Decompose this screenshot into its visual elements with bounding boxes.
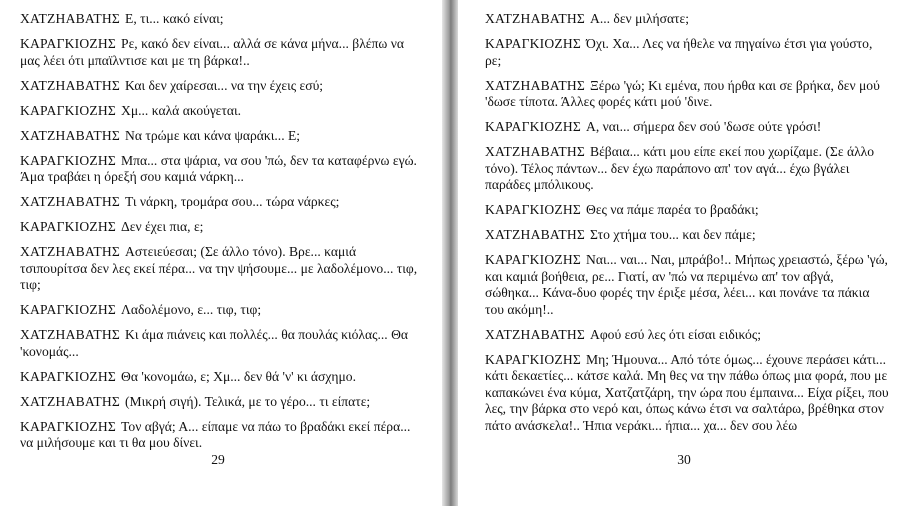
- speaker-name: ΧΑΤΖΗΑΒΑΤΗΣ: [485, 77, 586, 93]
- speaker-name: ΧΑΤΖΗΑΒΑΤΗΣ: [485, 227, 586, 242]
- speaker-name: ΚΑΡΑΓΚΙΟΖΗΣ: [485, 119, 582, 134]
- dialogue-text: Τον αβγά; Α... είπαμε να πάω το βραδάκι εκεί πέρα... να μιλήσουμε και τι θα μου δίνει.: [20, 418, 411, 450]
- left-page-number: 29: [211, 452, 225, 467]
- dialogue-text: Ε, τι... κακό είναι;: [125, 11, 224, 26]
- right-page-text: [485, 11, 891, 434]
- dialogue-line: [20, 103, 420, 120]
- dialogue-line: [20, 128, 420, 145]
- dialogue-line: [20, 36, 420, 69]
- speaker-name: ΧΑΤΖΗΑΒΑΤΗΣ: [20, 11, 121, 26]
- speaker-name: ΧΑΤΖΗΑΒΑΤΗΣ: [485, 11, 586, 26]
- dialogue-line: [20, 302, 420, 319]
- dialogue-text: Λαδολέμονο, ε... τιφ, τιφ;: [121, 302, 262, 317]
- dialogue-text: Όχι. Χα... Λες να ήθελε να πηγαίνω έτσι για γούστο, ρε;: [485, 36, 873, 68]
- dialogue-text: Αφού εσύ λες ότι είσαι ειδικός;: [590, 326, 761, 342]
- dialogue-line: [20, 219, 420, 236]
- dialogue-line: [20, 153, 420, 186]
- dialogue-line: [20, 369, 420, 386]
- dialogue-text: Βέβαια... κάτι μου είπε εκεί που χωρίζαμε. (Σε άλλο τόνο). Τέλος πάντων... δεν έχω παράπονο απ' τον αγά... έχω βγάλει παράδες μπόλικους.: [485, 144, 875, 192]
- dialogue-text: Δεν έχει πια, ε;: [121, 219, 204, 234]
- speaker-name: ΧΑΤΖΗΑΒΑΤΗΣ: [485, 144, 586, 159]
- dialogue-line: [485, 36, 891, 69]
- speaker-name: ΚΑΡΑΓΚΙΟΖΗΣ: [20, 152, 117, 168]
- speaker-name: ΧΑΤΖΗΑΒΑΤΗΣ: [485, 326, 586, 342]
- dialogue-text: Ρε, κακό δεν είναι... αλλά σε κάνα μήνα... βλέπω να μας λέει ότι μπαϊλντισε και με τη βάρκα!..: [20, 36, 404, 68]
- speaker-name: ΧΑΤΖΗΑΒΑΤΗΣ: [20, 327, 121, 342]
- dialogue-line: [20, 78, 420, 95]
- dialogue-text: (Μικρή σιγή). Τελικά, με το γέρο... τι είπατε;: [125, 393, 371, 409]
- dialogue-text: Χμ... καλά ακούγεται.: [121, 102, 242, 118]
- dialogue-text: Αστειεύεσαι; (Σε άλλο τόνο). Βρε... καμιά τσιπουρίτσα δεν λες εκεί πέρα... να την ψήσουμε... με λαδολέμονο... τιφ, τιφ;: [20, 244, 418, 292]
- speaker-name: ΚΑΡΑΓΚΙΟΖΗΣ: [20, 219, 117, 234]
- dialogue-text: Α... δεν μιλήσατε;: [590, 11, 690, 26]
- speaker-name: ΚΑΡΑΓΚΙΟΖΗΣ: [485, 202, 582, 217]
- speaker-name: ΚΑΡΑΓΚΙΟΖΗΣ: [485, 351, 582, 367]
- dialogue-line: [20, 419, 420, 452]
- dialogue-line: [485, 352, 891, 435]
- dialogue-line: [20, 394, 420, 411]
- book-gutter: [442, 0, 458, 506]
- left-page: [0, 0, 442, 506]
- dialogue-text: Ξέρω 'γώ; Κι εμένα, που ήρθα και σε βρήκα, δεν μού 'δωσε τίποτα. Άλλες φορές κάτι μού 'δινε.: [485, 77, 880, 109]
- dialogue-text: Τι νάρκη, τρομάρα σου... τώρα νάρκες;: [125, 194, 340, 209]
- dialogue-text: Μη; Ήμουνα... Από τότε όμως... έχουνε περάσει κάτι... κάτι δεκαετίες... κάτσε καλά. Μη θες να την πάθω όπως μια φορά, που με καπακώνει ένα κύμα, Χατζατζάρη, την ώρα που έμπαινα... Είχα ρίξει, που λες, την βάρκα στο νερό και, όπως κάνω έτσι να σαλτάρω, βρέθηκα στον πάτο ανάσκελα!.. Ήπια νεράκι... ήπια... χα... δεν σου λέω: [485, 351, 889, 433]
- dialogue-text: Και δεν χαίρεσαι... να την έχεις εσύ;: [125, 77, 324, 93]
- speaker-name: ΚΑΡΑΓΚΙΟΖΗΣ: [20, 102, 117, 118]
- dialogue-text: Μπα... στα ψάρια, να σου 'πώ, δεν τα καταφέρνω εγώ. Άμα τραβάει η όρεξή σου καμιά νάρκη...: [20, 152, 417, 184]
- dialogue-text: Ναι... ναι... Ναι, μπράβο!.. Μήπως χρειαστώ, ξέρω 'γώ, και καμιά βοήθεια, ρε... Γιατί, αν 'πώ να περιμένω απ' τον αβγά, σώθηκα... Κάνα-δυο φορές την έριξε μέσα, λέει... και πονάνε τα πάκια του ακόμη!..: [485, 252, 888, 317]
- dialogue-line: [20, 327, 420, 360]
- dialogue-line: [485, 78, 891, 111]
- dialogue-line: [20, 11, 420, 28]
- dialogue-line: [485, 119, 891, 136]
- speaker-name: ΧΑΤΖΗΑΒΑΤΗΣ: [20, 194, 121, 209]
- dialogue-line: [485, 202, 891, 219]
- speaker-name: ΚΑΡΑΓΚΙΟΖΗΣ: [485, 36, 582, 51]
- dialogue-text: Να τρώμε και κάνα ψαράκι... Ε;: [125, 127, 301, 143]
- right-page-number: 30: [677, 452, 691, 467]
- dialogue-line: [485, 11, 891, 28]
- speaker-name: ΧΑΤΖΗΑΒΑΤΗΣ: [20, 393, 121, 409]
- speaker-name: ΚΑΡΑΓΚΙΟΖΗΣ: [20, 418, 117, 434]
- speaker-name: ΧΑΤΖΗΑΒΑΤΗΣ: [20, 77, 121, 93]
- right-page: [458, 0, 901, 506]
- speaker-name: ΚΑΡΑΓΚΙΟΖΗΣ: [20, 302, 117, 317]
- dialogue-text: Α, ναι... σήμερα δεν σού 'δωσε ούτε γρόσι!: [586, 119, 822, 134]
- dialogue-line: [485, 144, 891, 194]
- dialogue-text: Κι άμα πιάνεις και πολλές... θα πουλάς κιόλας... Θα 'κονομάς...: [20, 327, 409, 359]
- dialogue-text: Στο χτήμα του... και δεν πάμε;: [590, 227, 756, 242]
- dialogue-text: Θες να πάμε παρέα το βραδάκι;: [586, 202, 759, 217]
- left-page-text: [20, 11, 420, 452]
- dialogue-line: [20, 194, 420, 211]
- speaker-name: ΚΑΡΑΓΚΙΟΖΗΣ: [20, 36, 117, 51]
- dialogue-text: Θα 'κονομάω, ε; Χμ... δεν θά 'ν' κι άσχημο.: [121, 368, 356, 384]
- dialogue-line: [20, 244, 420, 294]
- speaker-name: ΚΑΡΑΓΚΙΟΖΗΣ: [20, 368, 117, 384]
- speaker-name: ΧΑΤΖΗΑΒΑΤΗΣ: [20, 127, 121, 143]
- speaker-name: ΚΑΡΑΓΚΙΟΖΗΣ: [485, 252, 582, 267]
- dialogue-line: [485, 327, 891, 344]
- dialogue-line: [485, 227, 891, 244]
- dialogue-line: [485, 252, 891, 318]
- speaker-name: ΧΑΤΖΗΑΒΑΤΗΣ: [20, 244, 121, 259]
